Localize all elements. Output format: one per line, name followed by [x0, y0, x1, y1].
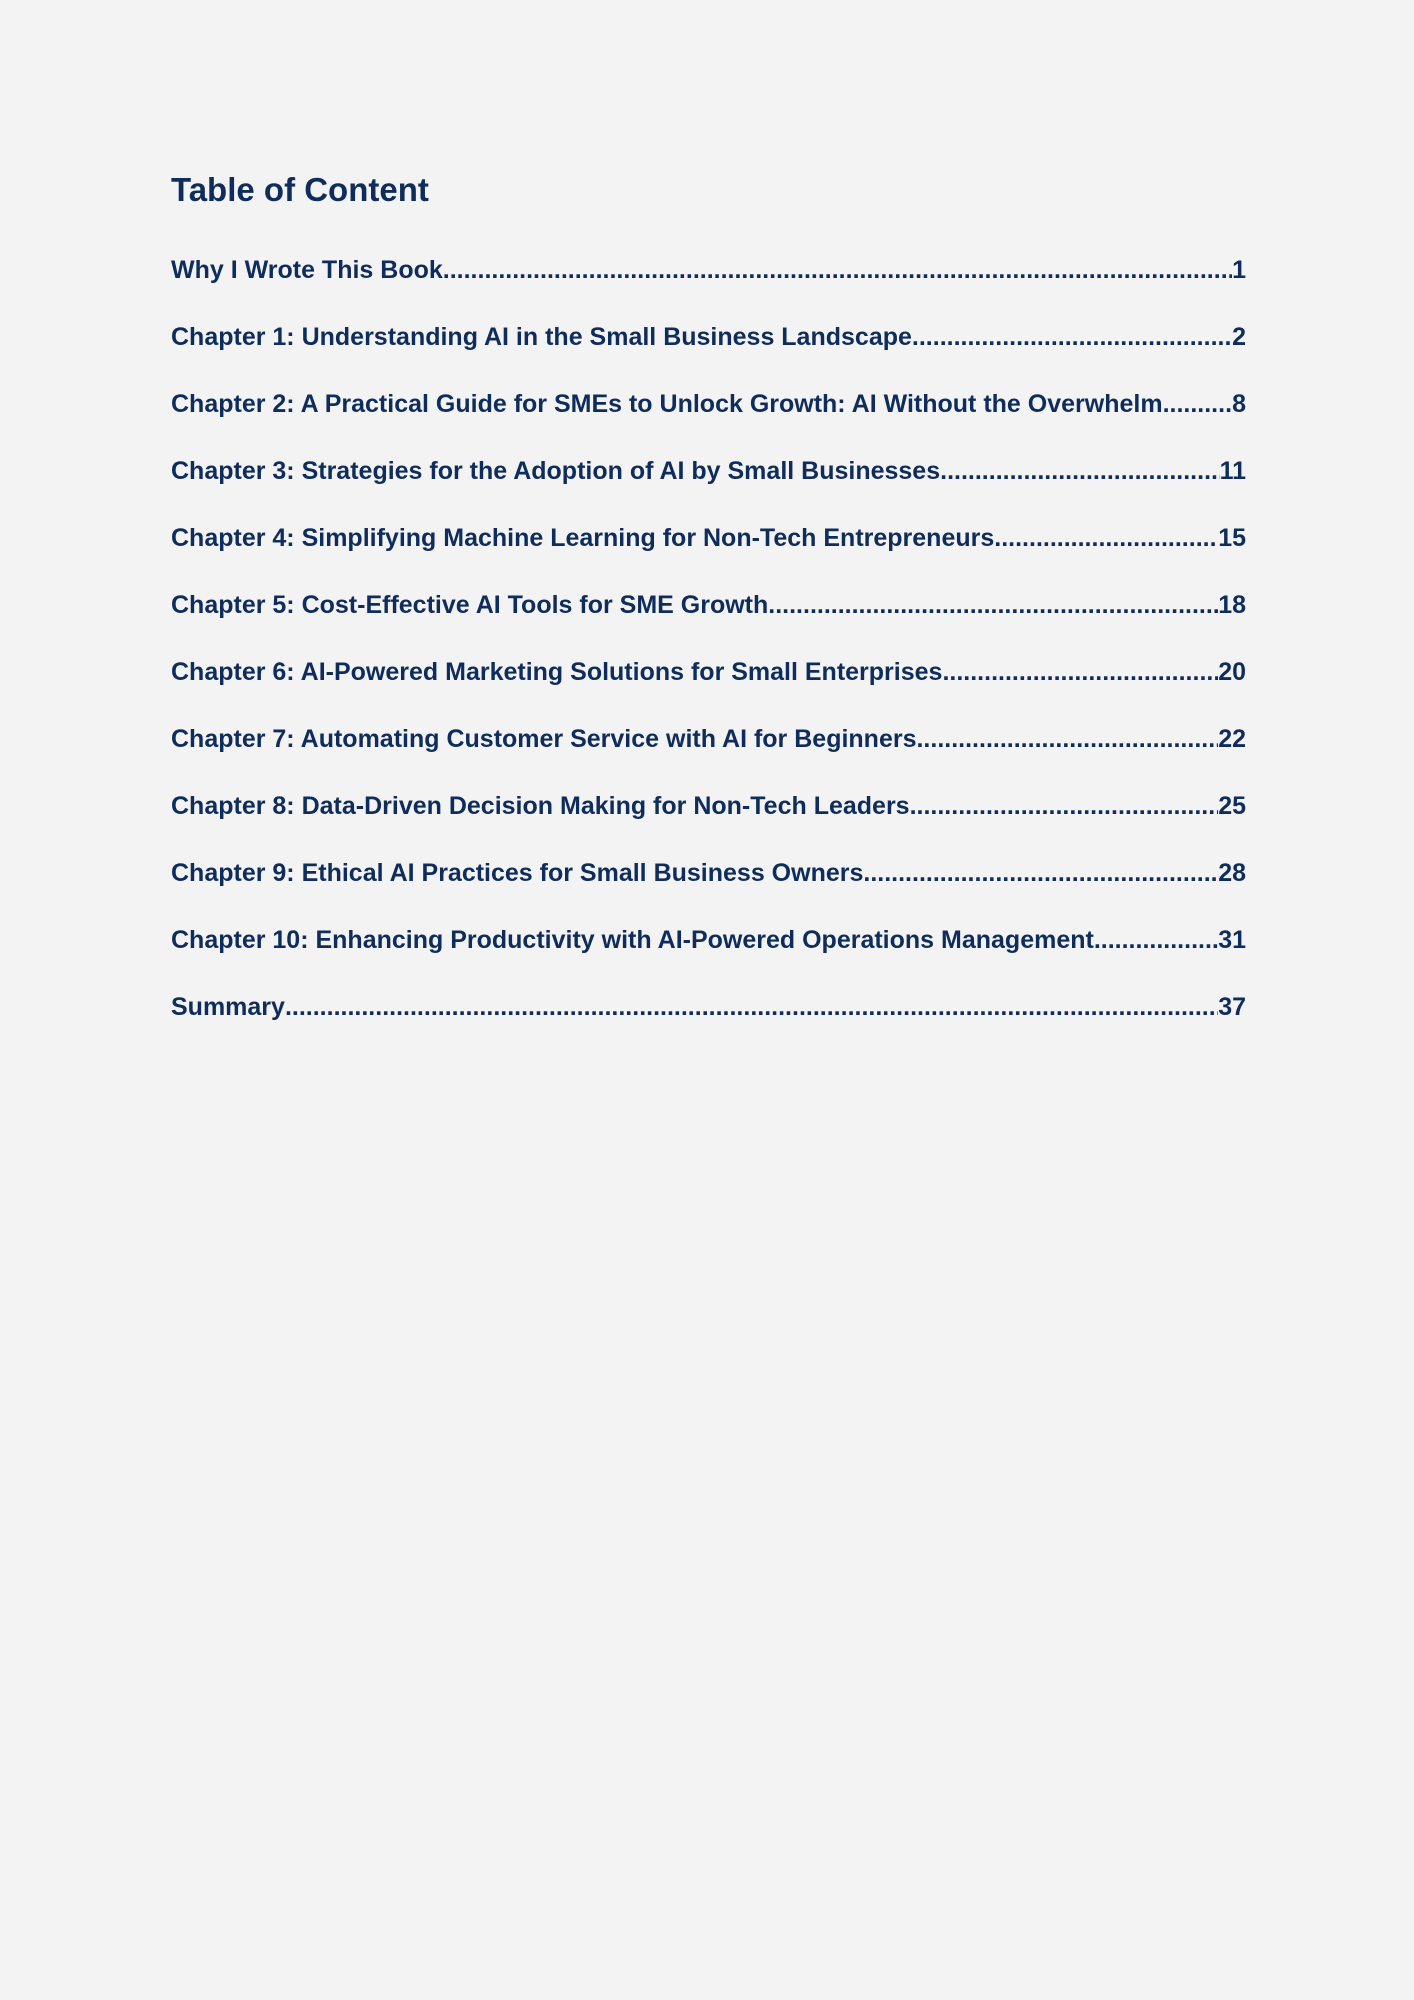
dot-leader [916, 719, 1218, 759]
toc-entry-label: Chapter 1: Understanding AI in the Small Business Landscape [171, 323, 912, 351]
dot-leader [942, 652, 1218, 692]
toc-entry-chapter-3[interactable] [171, 451, 1246, 518]
toc-entry-why-i-wrote[interactable] [171, 250, 1246, 317]
toc-entry-label: Chapter 2: A Practical Guide for SMEs to Unlock Growth: AI Without the Overwhelm [171, 390, 1163, 418]
toc-page-number: 18 [1218, 591, 1246, 619]
toc-entry-label: Chapter 9: Ethical AI Practices for Small Business Owners [171, 859, 864, 887]
toc-entry-label: Chapter 5: Cost-Effective AI Tools for SME Growth [171, 591, 769, 619]
toc-page-number: 22 [1218, 725, 1246, 753]
toc-page-number: 15 [1218, 524, 1246, 552]
dot-leader [1163, 384, 1233, 424]
toc-entry-chapter-7[interactable] [171, 719, 1246, 786]
toc-page-number: 25 [1218, 792, 1246, 820]
dot-leader [940, 451, 1219, 491]
toc-entry-summary[interactable] [171, 987, 1246, 1054]
toc-entry-label: Chapter 8: Data-Driven Decision Making for Non-Tech Leaders [171, 792, 910, 820]
dot-leader [443, 250, 1232, 290]
toc-page-number: 28 [1218, 859, 1246, 887]
table-of-contents [171, 250, 1246, 1054]
toc-entry-chapter-10[interactable] [171, 920, 1246, 987]
toc-entry-label: Chapter 4: Simplifying Machine Learning for Non-Tech Entrepreneurs [171, 524, 995, 552]
toc-entry-chapter-9[interactable] [171, 853, 1246, 920]
dot-leader [910, 786, 1219, 826]
toc-page-number: 20 [1218, 658, 1246, 686]
toc-entry-chapter-2[interactable] [171, 384, 1246, 451]
dot-leader [285, 987, 1218, 1027]
toc-entry-chapter-8[interactable] [171, 786, 1246, 853]
toc-page-number: 31 [1218, 926, 1246, 954]
toc-page-number: 11 [1219, 457, 1246, 485]
dot-leader [994, 518, 1218, 558]
dot-leader [768, 585, 1218, 625]
toc-entry-label: Chapter 6: AI-Powered Marketing Solutions for Small Enterprises [171, 658, 943, 686]
dot-leader [863, 853, 1218, 893]
toc-entry-label: Why I Wrote This Book [171, 256, 443, 284]
toc-entry-label: Chapter 3: Strategies for the Adoption of AI by Small Businesses [171, 457, 941, 485]
toc-page-number: 1 [1232, 256, 1246, 284]
toc-entry-chapter-6[interactable] [171, 652, 1246, 719]
toc-page-number: 2 [1232, 323, 1246, 351]
page-title: Table of Content [171, 171, 429, 208]
toc-page-number: 37 [1218, 993, 1246, 1021]
toc-entry-chapter-1[interactable] [171, 317, 1246, 384]
toc-entry-label: Chapter 10: Enhancing Productivity with AI-Powered Operations Management [171, 926, 1094, 954]
toc-entry-label: Chapter 7: Automating Customer Service with AI for Beginners [171, 725, 917, 753]
toc-entry-chapter-4[interactable] [171, 518, 1246, 585]
dot-leader [912, 317, 1232, 357]
dot-leader [1094, 920, 1218, 960]
toc-entry-label: Summary [171, 993, 285, 1021]
toc-page-number: 8 [1232, 390, 1246, 418]
toc-entry-chapter-5[interactable] [171, 585, 1246, 652]
